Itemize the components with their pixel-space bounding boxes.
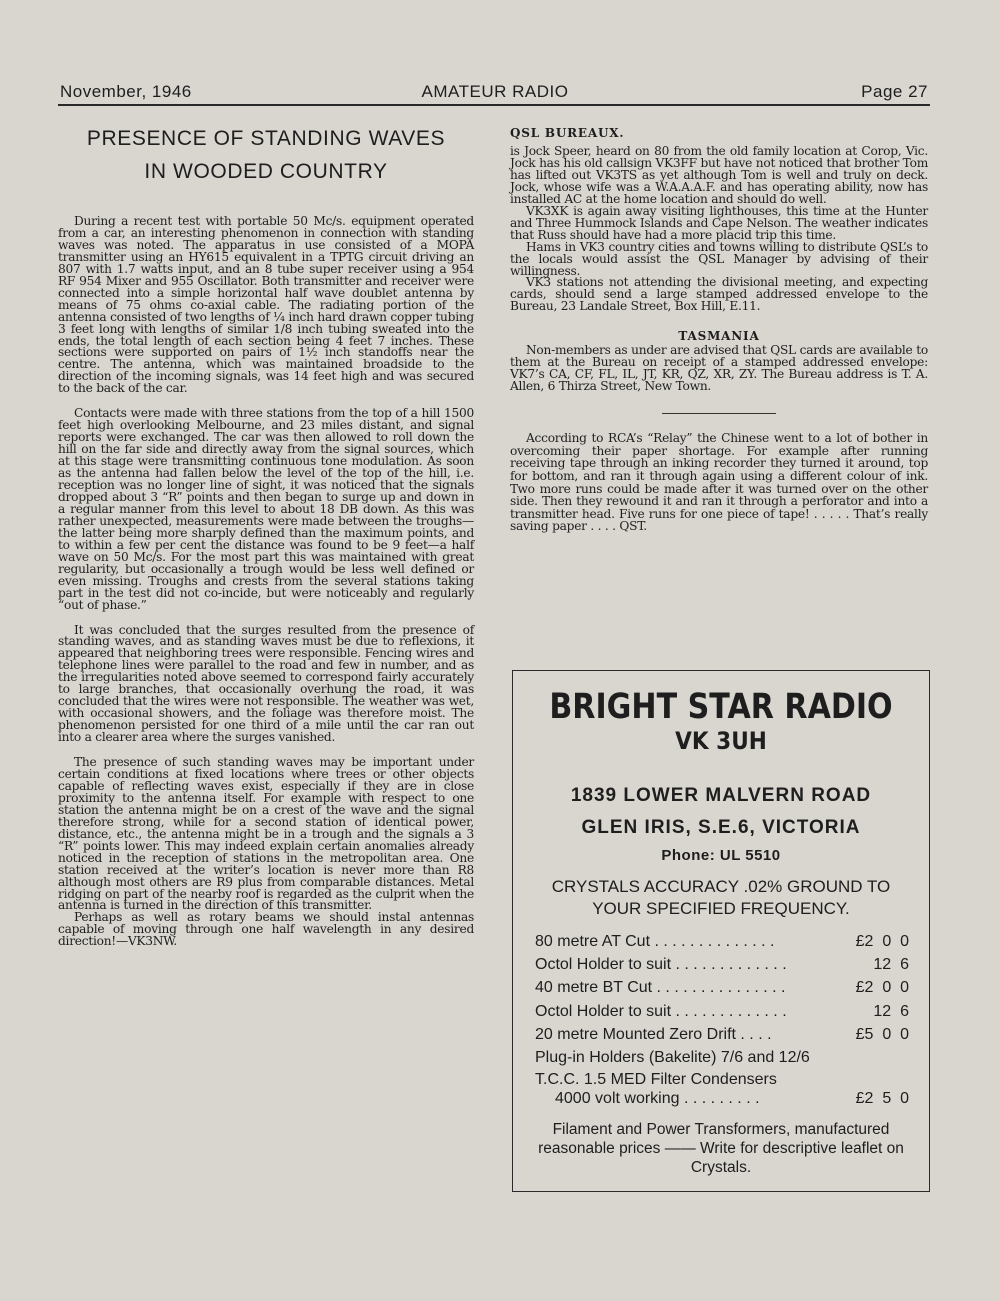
price-row (535, 1023, 909, 1046)
price-row-plugin-holders (535, 1046, 909, 1069)
tasmania-heading: TASMANIA (678, 329, 760, 344)
qsl-paragraph: VK3XK is again away visiting lighthouses, this time at the Hunter and Three Hummock Islands and Cape Nelson. The weather indicates that Russ should have had a more placid trip this time. (510, 203, 928, 242)
price-value: 12 6 (873, 1002, 909, 1020)
tcc-line-1: T.C.C. 1.5 MED Filter Condensers (535, 1070, 777, 1088)
ad-crystals-heading: CRYSTALS ACCURACY .02% GROUND TO YOUR SPECIFIED FREQUENCY. (551, 877, 891, 918)
article-paragraph: The presence of such standing waves may be important under certain conditions at fixed locations where trees or other objects capable of reflecting waves exist, especially if they are in close proximity to the antenna itself. For example with respect to one station the antenna might be on a crest of the wave and the signal therefore strong, while for a second station of identical power, distance, etc., the antenna might be in a trough and the signals a 3 “R” points lower. This may indeed explain certain anomalies already noticed in the reception of stations in the metropolitan area. One station received at the writer’s location is never more than R8 although most others are R9 plus from comparable distances. Metal ridging on part of the nearby roof is regarded as the culprit when the antenna is turned in the direction of this transmitter. (58, 755, 474, 913)
ad-footer: Filament and Power Transformers, manufactured reasonable prices —— Write for descriptive leaflet on Crystals. (538, 1120, 904, 1176)
article-paragraph: Contacts were made with three stations from the top of a hill 1500 feet high overlooking Melbourne, and 23 miles distant, and signal reports were exchanged. The car was then allowed to roll down the hill on the far side and directly away from the signal sources, which at this stage were transmitting continuous tone modulation. As soon as the antenna had fallen below the level of the top of the hill, i.e. reception was no longer line of sight, it was noticed that the signals dropped about 3 “R” points and then began to surge up and down in a regular manner from this level to about 18 DB down. As this was rather unexpected, measurements were made between the troughs—the latter being more sharply defined than the maximum points, and to within a few per cent the distance was found to be 9 feet—a half wave on 50 Mc/s. For the most part this was maintained with great regularity, but occasionally a trough would be less well defined or even missing. Troughs and crests from the several stations taking part in the test did not co-incide, but were noticeably and regularly “out of phase.” (58, 406, 474, 612)
running-header (60, 82, 930, 106)
ad-title: BRIGHT STAR RADIO (549, 687, 893, 727)
article-title (58, 122, 474, 188)
price-row (535, 1000, 909, 1023)
ad-phone: Phone: UL 5510 (661, 847, 781, 864)
qsl-paragraph: VK3 stations not attending the divisional meeting, and expecting cards, should send a large stamped addressed envelope to the Bureau, 23 Landale Street, Box Hill, E.11. (510, 275, 928, 314)
price-item: Octol Holder to suit . . . . . . . . . . . . . (535, 955, 787, 973)
price-value: 12 6 (873, 955, 909, 973)
price-value: £2 0 0 (855, 932, 909, 950)
article-title-line-2: IN WOODED COUNTRY (144, 160, 388, 183)
right-column (510, 126, 928, 533)
ad-callsign: VK 3UH (675, 727, 767, 755)
page-number: Page 27 (861, 82, 928, 101)
plugin-holders-line: Plug-in Holders (Bakelite) 7/6 and 12/6 (535, 1049, 810, 1067)
relay-paragraph: According to RCA’s “Relay” the Chinese went to a lot of bother in overcoming their paper shortage. For example after running receiving tape through an inking recorder they turned it around, top for bottom, and ran it through again using a different colour of ink. Two more runs could be made after it was turned over on the other side. Then they rewound it and ran it through a perforator and into a transmitter head. Five runs for one piece of tape! . . . . . That’s really saving paper . . . . QST. (510, 431, 928, 534)
tcc-price: £2 5 0 (855, 1089, 909, 1107)
price-value: £2 0 0 (855, 979, 909, 997)
price-value: £5 0 0 (855, 1025, 909, 1043)
article-column (58, 122, 474, 961)
price-row (535, 953, 909, 976)
article-paragraph: It was concluded that the surges resulted from the presence of standing waves, and as standing waves must be due to reflexions, it appeared that neighboring trees were responsible. Fencing wires and telephone lines were parallel to the road and few in number, and as the irregularities noted above seemed to correspond fairly accurately to large branches, that occasionally overhung the road, it was concluded that the wires were not responsible. The weather was wet, with occasional showers, and the foliage was therefore moist. The phenomenon persisted for one third of a mile until the car ran out into a clearer area where the surges vanished. (58, 622, 474, 745)
tcc-item: 4000 volt working . . . . . . . . . (555, 1089, 760, 1107)
tcc-condensers (535, 1070, 909, 1108)
article-paragraph: During a recent test with portable 50 Mc/s. equipment operated from a car, an interesting phenomenon in connection with standing waves was noted. The apparatus in use consisted of a MOPA transmitter using an HY615 equivalent in a TPTG circuit driving an 807 with 1.7 watts input, and an 8 tube super receiver using a 954 RF 954 Mixer and 955 Oscillator. Both transmitter and receiver were connected into a simple horizontal half wave doublet antenna by means of 75 ohms co-axial cable. The radiating portion of the antenna consisted of two lengths of ¼ inch hard drawn copper tubing 3 feet long with lengths of similar 1/8 inch tubing sweated into the ends, the total length of each section being 4 feet 7 inches. These sections were supported on pairs of 1½ inch standoffs near the centre. The antenna, which was maintained broadside to the direction of the incoming signals, was 14 feet high and was secured to the back of the car. (58, 214, 474, 396)
magazine-name: AMATEUR RADIO (421, 82, 569, 101)
article-paragraph: Perhaps as well as rotary beams we should instal antennas capable of moving through one half wavelength in any desired direction!—VK3NW. (58, 910, 474, 949)
price-row (535, 930, 909, 953)
tcc-line-2 (555, 1089, 909, 1108)
header-rule (58, 104, 930, 106)
bright-star-radio-advertisement (512, 670, 930, 1192)
tasmania-paragraph: Non-members as under are advised that QSL cards are available to them at the Bureau on receipt of a stamped addressed envelope: VK7’s CA, CF, FL, IL, JT, KR, QZ, XR, ZY. The Bureau address is T. A. Allen, 6 Thirza Street, New Town. (510, 343, 928, 394)
qsl-paragraph: is Jock Speer, heard on 80 from the old family location at Corop, Vic. Jock has his old callsign VK3FF but have not noticed that brother Tom has lifted out VK3TS as yet although Tom is well and truly on deck. Jock, whose wife was a W.A.A.A.F. and has operating ability, now has installed AC at the home location and should do well. (510, 144, 928, 206)
price-row (535, 977, 909, 1000)
ad-address-line-1: 1839 LOWER MALVERN ROAD (570, 785, 872, 806)
price-list (535, 930, 909, 1070)
qsl-heading: QSL BUREAUX. (510, 126, 625, 140)
price-item: Octol Holder to suit . . . . . . . . . . . . . (535, 1002, 787, 1020)
section-divider (662, 413, 776, 414)
price-item: 20 metre Mounted Zero Drift . . . . (535, 1025, 772, 1043)
ad-address-line-2: GLEN IRIS, S.E.6, VICTORIA (581, 817, 861, 838)
price-item: 80 metre AT Cut . . . . . . . . . . . . . . (535, 932, 775, 950)
issue-date: November, 1946 (60, 82, 192, 101)
price-item: 40 metre BT Cut . . . . . . . . . . . . . . . (535, 979, 786, 997)
article-title-line-1: PRESENCE OF STANDING WAVES (86, 127, 446, 150)
qsl-paragraph: Hams in VK3 country cities and towns willing to distribute QSL’s to the locals would assist the QSL Manager by advising of their willingness. (510, 239, 928, 278)
